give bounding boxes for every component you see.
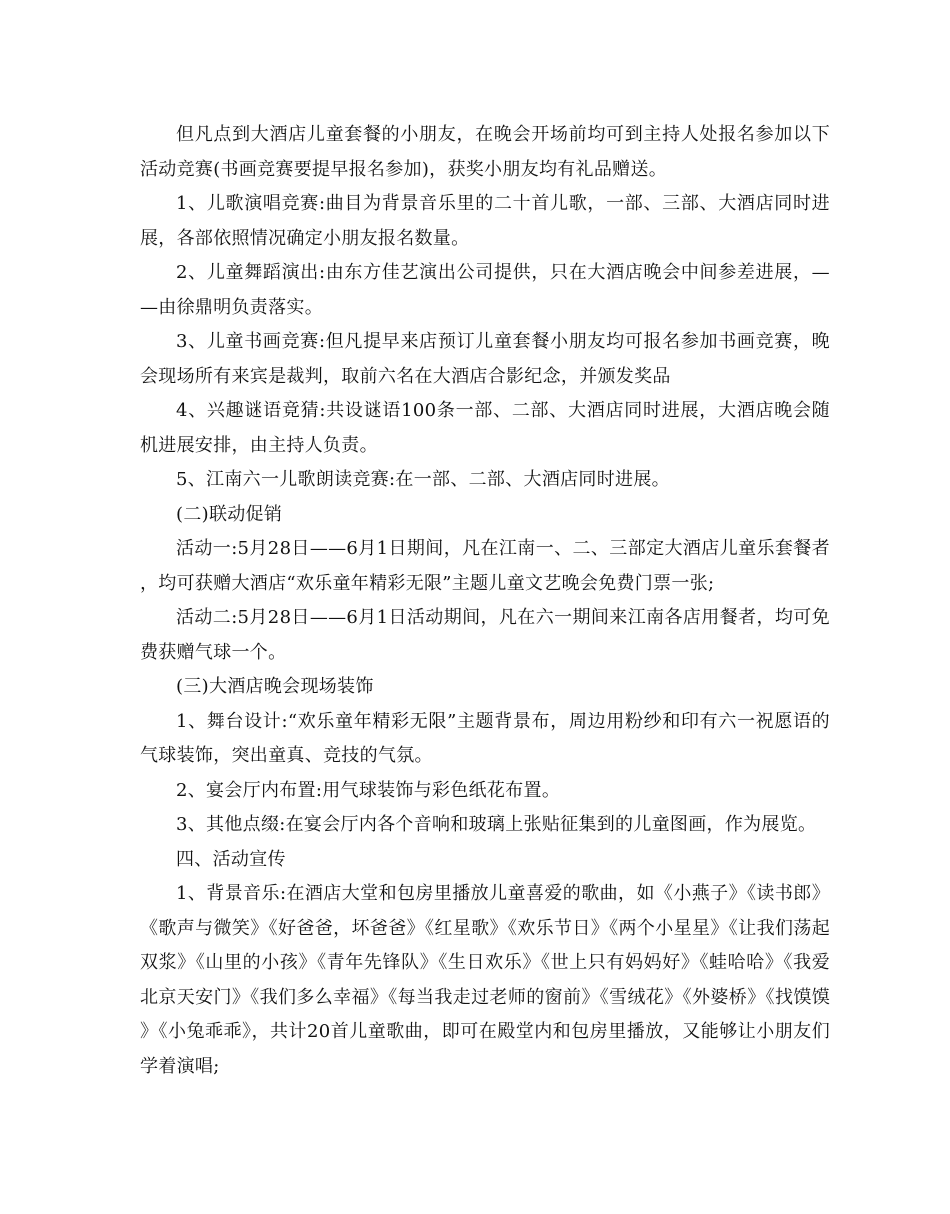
paragraph-dance-show: 2、儿童舞蹈演出:由东方佳艺演出公司提供，只在大酒店晚会中间参差进展，——由徐鼎明负责落实。 — [140, 262, 830, 318]
paragraph-riddle-contest: 4、兴趣谜语竟猜:共设谜语100条一部、二部、大酒店同时进展，大酒店晚会随机进展安排，由主持人负责。 — [140, 400, 830, 456]
paragraph-activity-two: 活动二:5月28日——6月1日活动期间，凡在六一期间来江南各店用餐者，均可免费获赠气球一个。 — [140, 607, 830, 663]
section-heading-venue-decoration: (三)大酒店晚会现场装饰 — [176, 676, 374, 697]
paragraph-intro: 但凡点到大酒店儿童套餐的小朋友，在晚会开场前均可到主持人处报名参加以下活动竞赛(书画竞赛要提早报名参加)，获奖小朋友均有礼品赠送。 — [140, 124, 830, 180]
paragraph-painting-contest: 3、儿童书画竞赛:但凡提早来店预订儿童套餐小朋友均可报名参加书画竞赛，晚会现场所有来宾是裁判，取前六名在大酒店合影纪念，并颁发奖品 — [140, 331, 830, 387]
section-heading-joint-promotion: (二)联动促销 — [176, 503, 283, 525]
paragraph-background-music: 1、背景音乐:在酒店大堂和包房里播放儿童喜爱的歌曲，如《小燕子》《读书郎》《歌声与微笑》《好爸爸，坏爸爸》《红星歌》《欢乐节日》《两个小星星》《让我们荡起双浆》《山里的小孩》《青年先锋队》《生日欢乐》《世上只有妈妈好》《蛙哈哈》《我爱北京天安门》《我们多么幸福》《每当我走过老师的窗前》《雪绒花》《外婆桥》《找馍馍》《小兔乖乖》，共计20首儿童歌曲，即可在殿堂内和包房里播放，又能够让小朋友们学着演唱; — [140, 883, 830, 1077]
paragraph-song-contest: 1、儿歌演唱竞赛:曲目为背景音乐里的二十首儿歌，一部、三部、大酒店同时进展，各部依照情况确定小朋友报名数量。 — [140, 193, 830, 249]
paragraph-recital-contest: 5、江南六一儿歌朗读竞赛:在一部、二部、大酒店同时进展。 — [176, 469, 670, 490]
paragraph-activity-one: 活动一:5月28日——6月1日期间，凡在江南一、二、三部定大酒店儿童乐套餐者，均可获赠大酒店“欢乐童年精彩无限”主题儿童文艺晚会免费门票一张; — [140, 538, 830, 594]
paragraph-stage-design: 1、舞台设计:“欢乐童年精彩无限”主题背景布，周边用粉纱和印有六一祝愿语的气球装饰，突出童真、竞技的气氛。 — [140, 710, 830, 766]
section-heading-publicity: 四、活动宣传 — [176, 848, 286, 870]
paragraph-hall-layout: 2、宴会厅内布置:用气球装饰与彩色纸花布置。 — [176, 779, 561, 801]
paragraph-other-decor: 3、其他点缀:在宴会厅内各个音响和玻璃上张贴征集到的儿童图画，作为展览。 — [176, 814, 817, 835]
document-body — [140, 118, 830, 1084]
